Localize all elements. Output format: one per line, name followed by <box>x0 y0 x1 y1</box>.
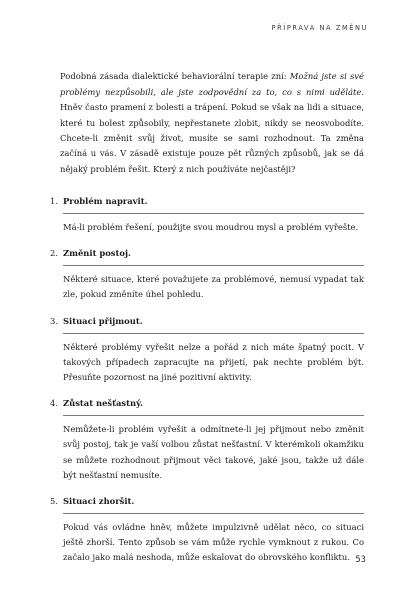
list-item <box>50 396 364 483</box>
item-body: Nemůžete-li problém vyřešit a odmítnete-li jej přijmout nebo změnit svůj postoj, tak je vaší volbou zůstat nešťastní. V kterémkoli okamžiku se můžete rozhodnout přijmout věci takové, jaké jsou, takže už dále být nešťastní nemusíte. <box>63 424 364 480</box>
item-title: Situaci zhoršit. <box>63 496 135 507</box>
item-number: 1. <box>50 196 58 206</box>
intro-paragraph <box>60 69 364 177</box>
item-divider <box>63 265 364 266</box>
list-item <box>50 246 364 302</box>
list-item <box>50 194 364 235</box>
intro-text-start: Podobná zásada dialektické behaviorální terapie zní: <box>60 71 290 82</box>
intro-italic-quote: Možná jste si své problémy nezpůsobili, ale jste zodpovědní za to, co s nimi uděláte. <box>60 71 364 97</box>
item-body: Pokud vás ovládne hněv, můžete impulzivně udělat něco, co situaci ještě zhorší. Tento způsob se vám může rychle vymknout z rukou. Co začalo jako malá neshoda, může eskalovat do obrovského konfliktu. <box>63 522 364 563</box>
item-title: Problém napravit. <box>63 196 148 206</box>
running-head: PŘÍPRAVA NA ZMĚNU <box>271 24 368 32</box>
item-divider <box>63 213 364 214</box>
item-number: 4. <box>50 398 58 409</box>
item-divider <box>63 333 364 334</box>
item-title: Situaci přijmout. <box>63 315 143 326</box>
strategy-list <box>50 194 364 566</box>
item-divider <box>63 415 364 416</box>
item-divider <box>63 513 364 514</box>
item-title: Změnit postoj. <box>63 248 131 259</box>
list-item <box>50 494 364 566</box>
list-item <box>50 314 364 386</box>
item-body: Některé problémy vyřešit nelze a pořád z nich máte špatný pocit. V takových případech zapracujte na přijetí, pak nechte problém být. Přesuňte pozornost na jiné pozitivní aktivity. <box>63 341 364 383</box>
page-number: 53 <box>355 554 366 564</box>
item-title: Zůstat nešťastný. <box>63 398 143 409</box>
item-number: 2. <box>50 248 58 259</box>
item-number: 5. <box>50 496 58 507</box>
item-body: Některé situace, které považujete za problémové, nemusí vypadat tak zle, pokud změníte úhel pohledu. <box>63 274 364 300</box>
item-body: Má-li problém řešení, použijte svou moudrou mysl a problém vyřešte. <box>63 222 359 232</box>
item-number: 3. <box>50 315 58 326</box>
intro-text-end: Hněv často pramení z bolesti a trápení. Pokud se však na lidi a situace, které tu bolest způsobily, nepřestanete zlobit, nikdy se neosvobodíte. Chcete-li změnit svůj život, musíte se sami rozhodnout. Ta změna začíná u vás. V zásadě existuje pouze pět různých způsobů, jak se dá nějaký problém řešit. Který z nich používáte nejčastěji? <box>60 102 364 174</box>
